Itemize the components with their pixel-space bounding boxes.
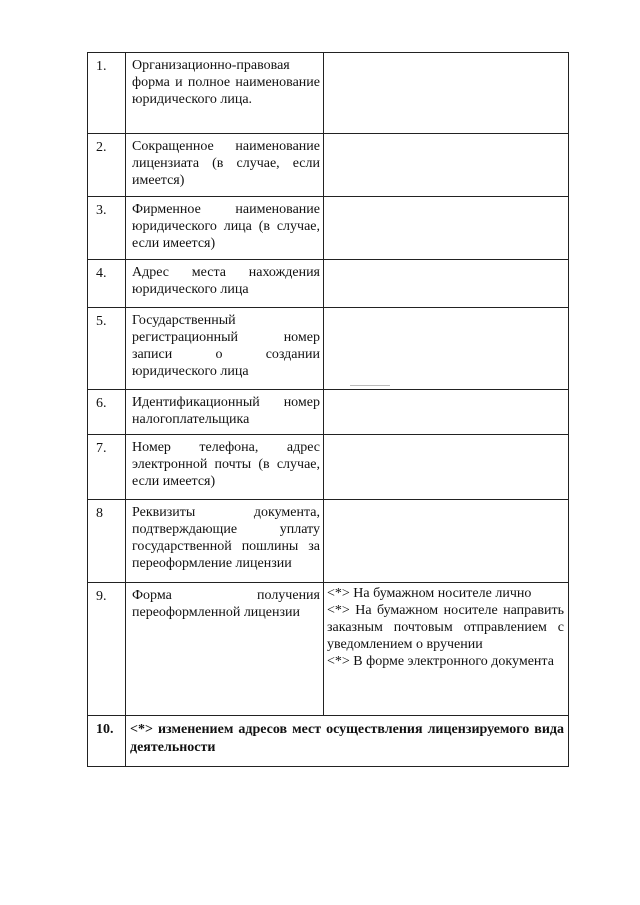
row-number: 3. [88,197,126,259]
value-cell[interactable] [324,134,568,196]
row-label: Идентификационный номер налогоплательщика [126,390,324,434]
row-number: 5. [88,308,126,389]
row-number: 10. [88,716,126,766]
table-row [87,52,569,134]
option-electronic[interactable]: <*> В форме электронного документа [327,654,554,669]
table-row [87,259,569,308]
row-label: Фирменное наименование юридического лица (в случае, если имеется) [126,197,324,259]
option-by-mail[interactable]: <*> На бумажном носителе направить заказным почтовым отправлением с уведомлением о вручении [327,603,564,652]
row-label: Адрес места нахождения юридического лица [126,260,324,307]
row-number: 8 [88,500,126,582]
row-number: 9. [88,583,126,715]
table-row [87,307,569,390]
row-label: Форма получения переоформленной лицензии [126,583,324,715]
row-number: 1. [88,53,126,133]
row-label[interactable]: <*> изменением адресов мест осуществления лицензируемого вида деятельности [130,722,564,755]
table-row [87,715,569,767]
options-cell [324,583,568,715]
value-cell[interactable] [324,390,568,434]
value-cell[interactable] [324,260,568,307]
row-label: Государственный регистрационный номер записи о создании юридического лица [126,308,324,389]
row-label: Номер телефона, адрес электронной почты (в случае, если имеется) [126,435,324,499]
row-label: Реквизиты документа, подтверждающие уплату государственной пошлины за переоформление лицензии [126,500,324,582]
row-label: Сокращенное наименование лицензиата (в случае, если имеется) [126,134,324,196]
value-cell[interactable] [324,53,568,133]
table-row [87,434,569,500]
table-row [87,133,569,197]
value-cell[interactable] [324,308,568,389]
scan-artifact [350,385,390,386]
value-cell[interactable] [324,500,568,582]
row-number: 4. [88,260,126,307]
value-cell[interactable] [324,197,568,259]
table-row [87,499,569,583]
table-row [87,582,569,716]
option-in-person[interactable]: <*> На бумажном носителе лично [327,586,532,601]
table-row [87,389,569,435]
row-number: 2. [88,134,126,196]
row-number: 7. [88,435,126,499]
row-label: Организационно-правовая форма и полное наименование юридического лица. [126,53,324,133]
value-cell[interactable] [324,435,568,499]
row-number: 6. [88,390,126,434]
table-row [87,196,569,260]
